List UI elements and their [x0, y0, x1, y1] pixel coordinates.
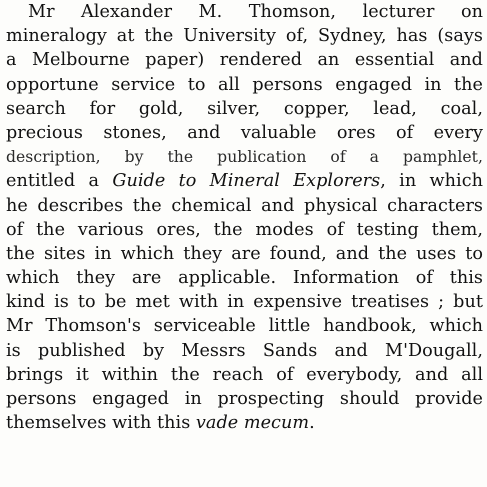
line-text: themselves with this: [6, 413, 196, 434]
article-line: brings it within the reach of everybody, and all: [6, 364, 483, 385]
article-line: mineralogy at the University of, Sydney, has (says: [6, 26, 483, 47]
line-text: .: [309, 413, 315, 434]
article-line: kind is to be met with in expensive treatises ; but: [6, 292, 483, 313]
line-text: entitled a: [6, 171, 113, 192]
article-body: [6, 0, 483, 435]
article-line: persons engaged in prospecting should provide: [6, 389, 483, 409]
article-line: [6, 169, 483, 193]
article-line: [6, 411, 483, 435]
article-line: search for gold, silver, copper, lead, coal,: [6, 98, 483, 119]
pamphlet-title: Guide to Mineral Explorers: [112, 171, 381, 192]
article-line: opportune service to all persons engaged in the: [6, 74, 483, 95]
article-line: precious stones, and valuable ores of every: [6, 122, 483, 143]
vade-mecum-phrase: vade mecum: [195, 413, 310, 434]
article-line: Mr Thomson's serviceable little handbook, which: [6, 316, 483, 337]
article-line: Mr Alexander M. Thomson, lecturer on: [28, 2, 483, 22]
article-line: which they are applicable. Information of this: [6, 268, 483, 289]
article-line: is published by Messrs Sands and M'Dougall,: [6, 340, 483, 361]
article-line: the sites in which they are found, and the uses to: [6, 243, 483, 264]
line-text: , in which: [380, 171, 483, 192]
article-line: description, by the publication of a pamphlet,: [6, 148, 483, 167]
article-line: he describes the chemical and physical characters: [6, 195, 483, 216]
article-line: of the various ores, the modes of testing them,: [6, 219, 483, 240]
article-line: a Melbourne paper) rendered an essential and: [6, 50, 483, 71]
